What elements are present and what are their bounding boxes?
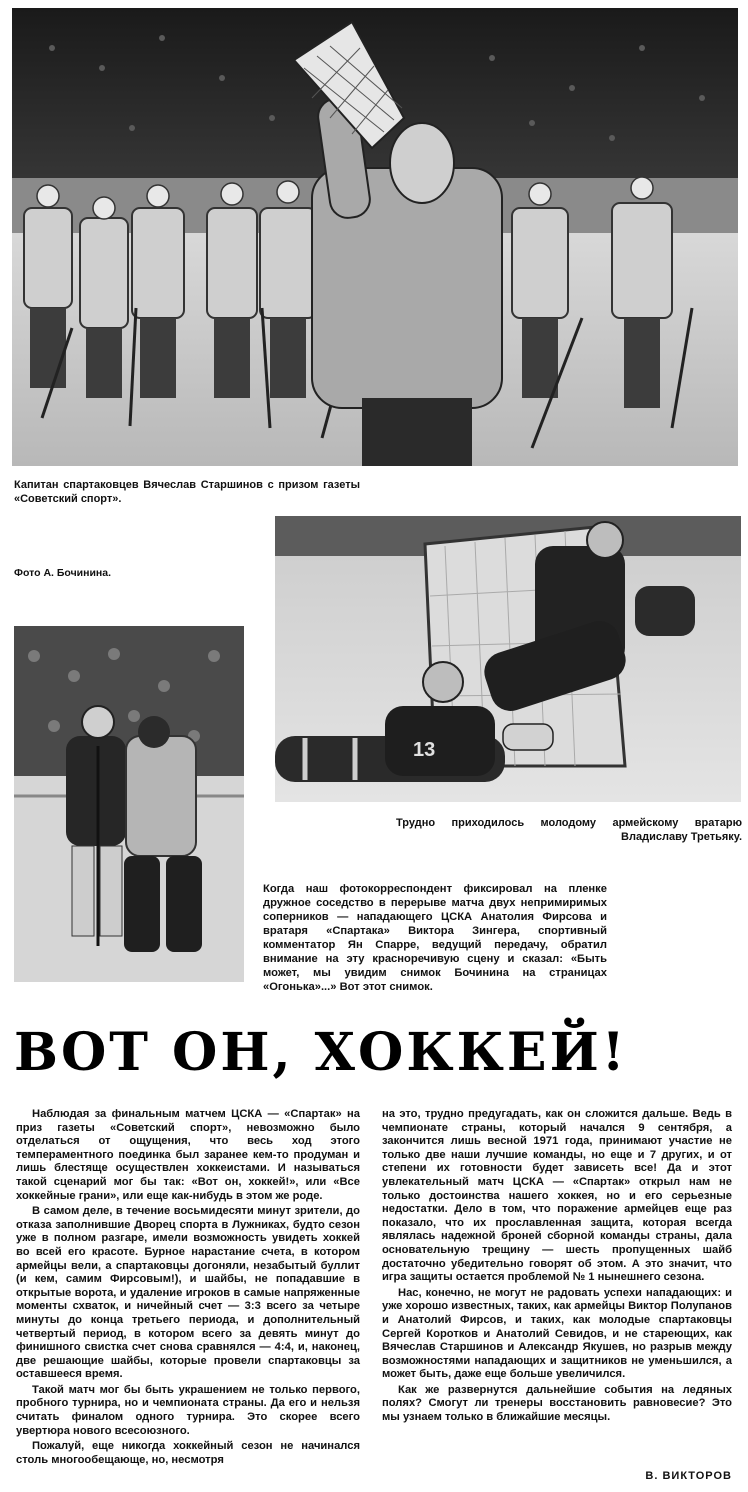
trophy-photo xyxy=(12,8,738,466)
paragraph: на это, трудно предугадать, как он сложится дальше. Ведь в чемпионате страны, который начался 9 сентября, а закончится лишь весной 1971 года, принимают участие не только две наши лучшие команды, но еще и 7 других, и от степени их готовности будет зависеть все! Да и этот увлекательный матч ЦСКА — «Спартак» открыл нам не только достоинства нашего хоккея, но и его серьезные недостатки. Дело в том, что поражение армейцев еще раз показало, что их прославленная защита, которая всегда являлась надежной броней сборной команды страны, дала основательную трещину — шесть пропущенных шайб достаточно убедительно говорят об этом. А это значит, что игра защиты остается проблемой № 1 нынешнего сезона. xyxy=(382,1108,732,1284)
rivals-caption: Когда наш фотокорреспондент фиксировал на пленке дружное соседство в перерыве матча двух непримиримых соперников — нападающего ЦСКА Анатолия Фирсова и вратаря «Спартака» Виктора Зингера, спортивный комментатор Ян Спарре, ведущий передачу, обратил внимание на эту красноречивую сцену и сказал: «Быть может, мы увидим снимок Бочинина на страницах «Огонька»...» Вот этот снимок. xyxy=(263,883,607,993)
article-column-1 xyxy=(16,1108,360,1467)
photo-credit: Фото А. Бочинина. xyxy=(14,567,112,579)
jersey-number: 13 xyxy=(413,739,436,761)
paragraph: Наблюдая за финальным матчем ЦСКА — «Спартак» на приз газеты «Советский спорт», невозможно было отделаться от ощущения, что весь ход этого темпераментного поединка был заранее кем-то продуман и лишь блестяще осуществлен хоккеистами. И называться такой сценарий мог бы так: «Вот он, хоккей!», или «Все хоккейные грани», или еще как-нибудь в этом же роде. xyxy=(16,1108,360,1202)
paragraph: Нас, конечно, не могут не радовать успехи нападающих: и уже хорошо известных, таких, как армейцы Виктор Полупанов и Анатолий Фирсов, и таких, как молодые спартаковцы Сергей Коротков и Анатолий Севидов, и не стареющих, как Вячеслав Старшинов и Александр Якушев, но разрыв между возможностями нападающих и защитников не уменьшился, а может быть, даже еще больше увеличился. xyxy=(382,1286,732,1381)
paragraph: Пожалуй, еще никогда хоккейный сезон не начинался столь многообещающе, но, несмотря xyxy=(16,1440,360,1466)
author-signature: В. ВИКТОРОВ xyxy=(645,1470,732,1482)
article-column-2 xyxy=(382,1108,732,1425)
goalie-caption: Трудно приходилось молодому армейскому вратарю Владиславу Третьяку. xyxy=(396,817,742,843)
page-title: ВОТ ОН, ХОККЕЙ! xyxy=(14,1022,628,1083)
paragraph: Такой матч мог бы быть украшением не только первого, пробного турнира, но и чемпионата страны. Да его и нельзя считать финалом одного турнира. Это скорее всего увертюра нового всесоюзного. xyxy=(16,1383,360,1437)
goalie-photo xyxy=(275,516,741,802)
paragraph: В самом деле, в течение восьмидесяти минут зрители, до отказа заполнившие Дворец спорта в Лужниках, будто сезон уже в полном разгаре, имели возможность увидеть хоккей во всей его красоте. Бурное нарастание счета, в котором армейцы вели, а спартаковцы догоняли, незабытый буллит (и кем, самим Фирсовым!), и шайбы, не попадавшие в открытые ворота, и удаление игроков в самые напряженные моменты схваток, и ничейный счет — 3:3 всего за четыре минуты до конца третьего периода, и дополнительный четвертый период, в котором всего за девять минут до финишного свистка счет снова сравнялся — 4:4, и, наконец, две решающие шайбы, которые провели спартаковцы за оставшееся время. xyxy=(16,1205,360,1381)
trophy-caption: Капитан спартаковцев Вячеслав Старшинов с призом газеты «Советский спорт». xyxy=(14,479,360,505)
rivals-photo xyxy=(14,626,244,982)
paragraph: Как же развернутся дальнейшие события на ледяных полях? Смогут ли тренеры восстановить равновесие? Это мы узнаем только в ближайшие месяцы. xyxy=(382,1383,732,1424)
